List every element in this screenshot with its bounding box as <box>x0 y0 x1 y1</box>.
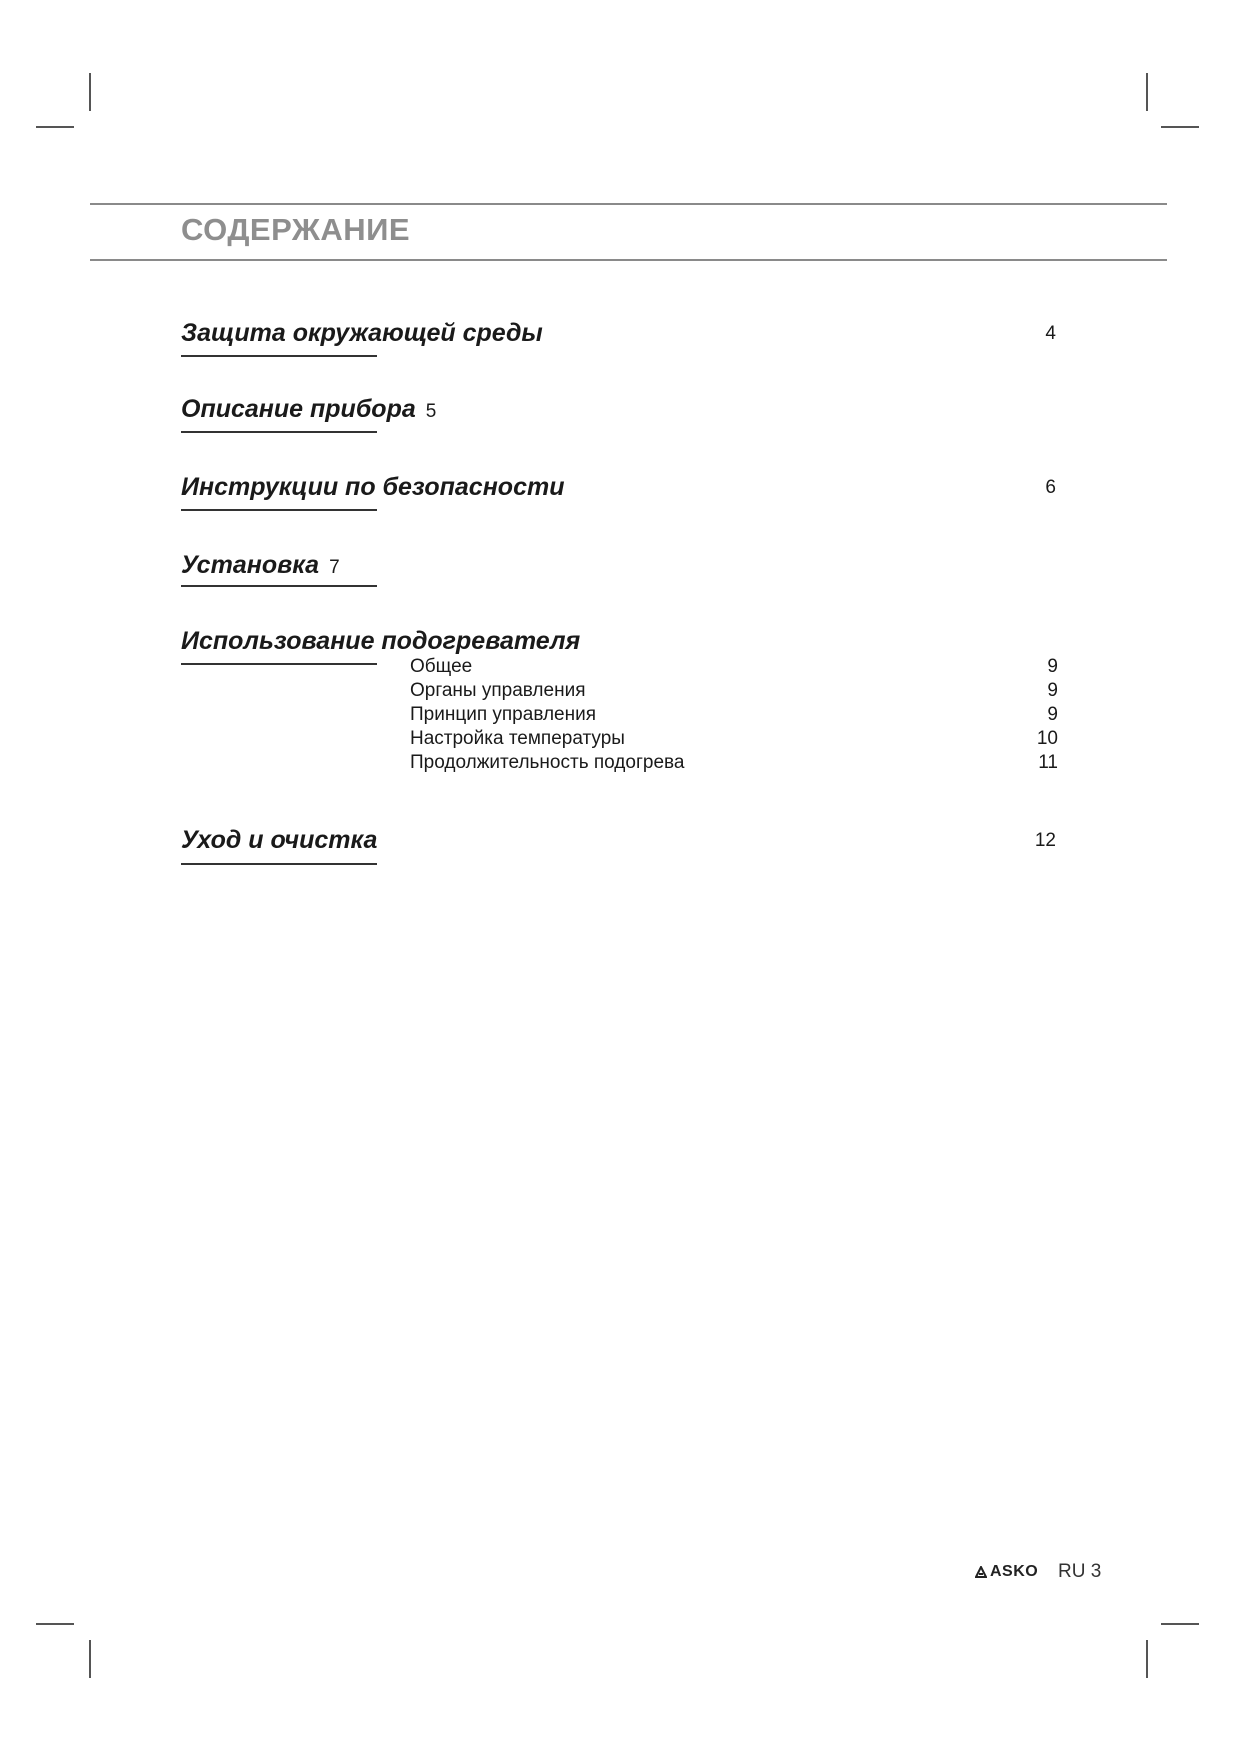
toc-subitem[interactable] <box>410 751 1058 775</box>
toc-subitem-page: 10 <box>1036 728 1058 749</box>
asko-logo-icon <box>975 1566 987 1578</box>
toc-section-heading: Защита окружающей среды <box>181 319 543 347</box>
brand-name: ASKO <box>990 1563 1039 1580</box>
title-rule-top <box>90 203 1167 205</box>
toc-subitem[interactable] <box>410 727 1058 751</box>
toc-section-heading-row <box>181 394 1056 427</box>
toc-section[interactable] <box>181 472 1056 502</box>
toc-section-underline <box>181 355 377 357</box>
crop-mark-bottom-right-horizontal <box>1161 1623 1199 1625</box>
toc-section-underline <box>181 863 377 865</box>
toc-section-page: 12 <box>1034 830 1056 851</box>
toc-subitem-label: Продолжительность подогрева <box>410 752 685 773</box>
toc-section-page: 7 <box>329 557 340 578</box>
toc-section[interactable] <box>181 318 1056 348</box>
toc-subitem-page: 11 <box>1038 752 1058 773</box>
toc-subitem-label: Общее <box>410 656 473 677</box>
page-title: СОДЕРЖАНИЕ <box>181 212 411 247</box>
toc-subitem[interactable] <box>410 703 1058 727</box>
crop-mark-top-right-vertical <box>1146 73 1148 111</box>
toc-subitem-label: Принцип управления <box>410 704 597 725</box>
crop-mark-bottom-left-horizontal <box>36 1623 74 1625</box>
crop-mark-top-right-horizontal <box>1161 126 1199 128</box>
toc-section[interactable] <box>181 825 1056 855</box>
crop-mark-top-left-vertical <box>89 73 91 111</box>
crop-mark-bottom-right-vertical <box>1146 1640 1148 1678</box>
toc-subitem-label: Настройка температуры <box>410 728 625 749</box>
toc-section-heading: Инструкции по безопасности <box>181 473 565 501</box>
toc-subitem-page: 9 <box>1047 656 1058 677</box>
toc-section-page: 4 <box>1045 323 1056 344</box>
toc-section[interactable] <box>181 550 1056 583</box>
brand-logo <box>975 1563 1038 1581</box>
page-number: RU 3 <box>1058 1561 1102 1582</box>
toc-section[interactable] <box>181 394 1056 427</box>
toc-section-underline <box>181 431 377 433</box>
toc-section-underline <box>181 585 377 587</box>
title-rule-bottom <box>90 259 1167 261</box>
toc-section-heading: Уход и очистка <box>181 826 378 854</box>
crop-mark-bottom-left-vertical <box>89 1640 91 1678</box>
toc-subitem-label: Органы управления <box>410 680 586 701</box>
toc-subitem-page: 9 <box>1047 680 1058 701</box>
toc-section-page: 5 <box>425 401 437 422</box>
toc-section-page: 6 <box>1045 477 1056 498</box>
toc-section-heading: Описание прибора <box>181 395 416 423</box>
toc-section-heading-row <box>181 550 1056 583</box>
toc-section-heading: Установка <box>181 551 320 579</box>
toc-subitem-list <box>410 655 1058 775</box>
toc-section-heading: Использование подогревателя <box>181 627 581 655</box>
toc-subitem-page: 9 <box>1047 704 1058 725</box>
toc-subitem[interactable] <box>410 679 1058 703</box>
crop-mark-top-left-horizontal <box>36 126 74 128</box>
toc-section[interactable] <box>181 626 1056 656</box>
toc-section-underline <box>181 663 377 665</box>
toc-subitem[interactable] <box>410 655 1058 679</box>
toc-section-underline <box>181 509 377 511</box>
